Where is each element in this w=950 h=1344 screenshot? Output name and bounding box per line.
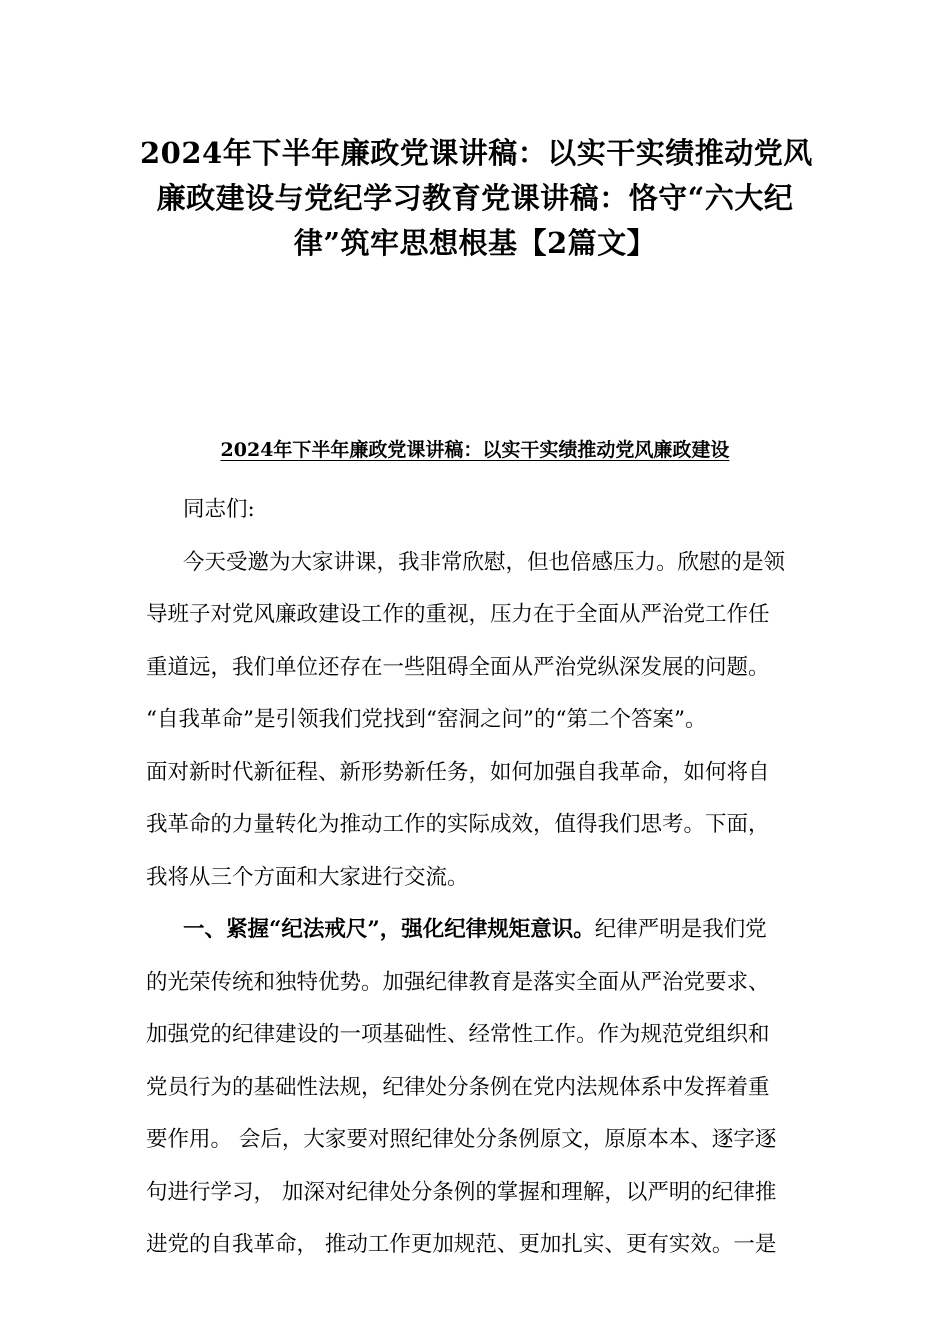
paragraph-line: 面对新时代新征程、新形势新任务，如何加强自我革命，如何将自 [146,759,770,785]
title-line: 2024年下半年廉政党课讲稿：以实干实绩推动党风 [140,136,813,170]
paragraph-line: 今天受邀为大家讲课，我非常欣慰，但也倍感压力。欣慰的是领 [183,549,786,575]
paragraph-line: 我革命的力量转化为推动工作的实际成效，值得我们思考。下面， [146,812,770,837]
paragraph-line: “自我革命”是引领我们党找到“窑洞之问”的“第二个答案”。 [146,707,707,732]
paragraph-line: 的光荣传统和独特优势。加强纪律教育是落实全面从严治党要求、 [146,969,770,995]
section-heading: 2024年下半年廉政党课讲稿：以实干实绩推动党风廉政建设 [220,439,730,461]
paragraph-text: 纪律严明是我们党 [594,917,767,942]
paragraph-line: 进党的自我革命， 推动工作更加规范、更加扎实、更有实效。一是 [146,1232,777,1257]
paragraph-line: 要作用。 会后，大家要对照纪律处分条例原文，原原本本、逐字逐 [146,1127,777,1152]
salutation: 同志们: [183,497,255,522]
paragraph-line: 句进行学习， 加深对纪律处分条例的掌握和理解，以严明的纪律推 [146,1179,777,1205]
title-line: 律”筑牢思想根基【2篇文】 [293,226,657,260]
section-one-heading: 一、紧握“纪法戒尺”，强化纪律规矩意识。 [183,917,595,942]
document-body [146,484,810,1272]
paragraph-line: 重道远，我们单位还存在一些阻碍全面从严治党纵深发展的问题。 [146,654,770,680]
paragraph-line [146,904,810,957]
paragraph-line: 我将从三个方面和大家进行交流。 [146,864,469,890]
title-line: 廉政建设与党纪学习教育党课讲稿：恪守“六大纪 [156,181,794,215]
paragraph-line: 党员行为的基础性法规，纪律处分条例在党内法规体系中发挥着重 [146,1074,770,1100]
paragraph-line: 导班子对党风廉政建设工作的重视，压力在于全面从严治党工作任 [146,602,770,627]
document-title [140,131,813,266]
paragraph-line: 加强党的纪律建设的一项基础性、经常性工作。作为规范党组织和 [146,1022,770,1047]
